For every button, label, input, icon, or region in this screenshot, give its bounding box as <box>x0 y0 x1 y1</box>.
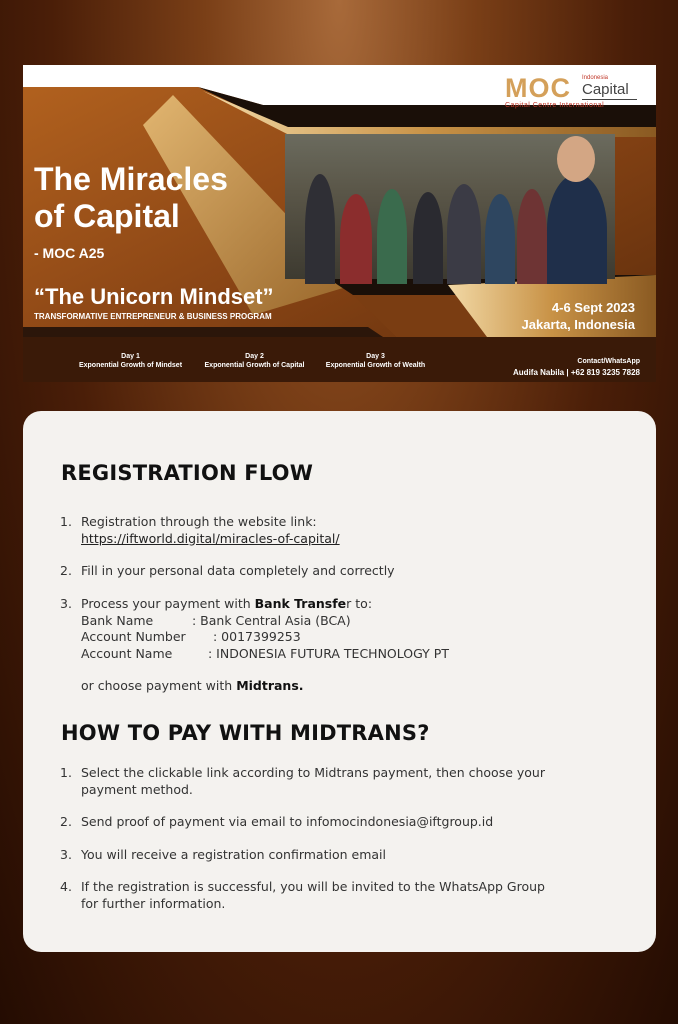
day-1: Day 1 Exponential Growth of Mindset <box>78 353 183 369</box>
event-banner <box>23 65 656 382</box>
midtrans-step-4: 4. If the registration is successful, you will be invited to the WhatsApp Group for further information. <box>60 879 545 911</box>
registration-step-1: 1. Registration through the website link: https://iftworld.digital/miracles-of-capital/ <box>60 514 340 546</box>
event-location: Jakarta, Indonesia <box>521 317 635 332</box>
day-3: Day 3 Exponential Growth of Wealth <box>325 353 426 369</box>
info-card <box>23 411 656 952</box>
moc-logo: MOC Indonesia Capital Capital Centre International <box>505 71 640 111</box>
registration-step-3: 3. Process your payment with Bank Transfer to: Bank Name : Bank Central Asia (BCA) Account Number : 0017399253 Account Name : INDONESIA FUTURA TECHNOLOGY PT or choose payment with Midtrans. <box>60 596 449 693</box>
contact-label: Contact/WhatsApp <box>577 358 640 365</box>
day-2: Day 2 Exponential Growth of Capital <box>204 353 305 369</box>
midtrans-step-3: 3. You will receive a registration confirmation email <box>60 847 386 862</box>
midtrans-heading: HOW TO PAY WITH MIDTRANS? <box>61 721 430 745</box>
registration-heading: REGISTRATION FLOW <box>61 461 314 485</box>
event-subtitle: - MOC A25 <box>34 245 105 261</box>
midtrans-step-1: 1. Select the clickable link according to Midtrans payment, then choose your payment method. <box>60 765 545 797</box>
midtrans-step-2: 2. Send proof of payment via email to infomocindonesia@iftgroup.id <box>60 814 494 829</box>
contact-info: Audifa Nabila | +62 819 3235 7828 <box>513 368 640 377</box>
event-tagline: “The Unicorn Mindset” <box>34 284 274 309</box>
event-title: The Miracles of Capital <box>34 161 228 234</box>
registration-link[interactable]: https://iftworld.digital/miracles-of-capital/ <box>81 530 340 546</box>
group-photo <box>285 134 615 279</box>
event-date: 4-6 Sept 2023 <box>551 300 635 315</box>
registration-step-2: 2. Fill in your personal data completely and correctly <box>60 563 395 578</box>
program-name: TRANSFORMATIVE ENTREPRENEUR & BUSINESS PROGRAM <box>34 312 272 321</box>
